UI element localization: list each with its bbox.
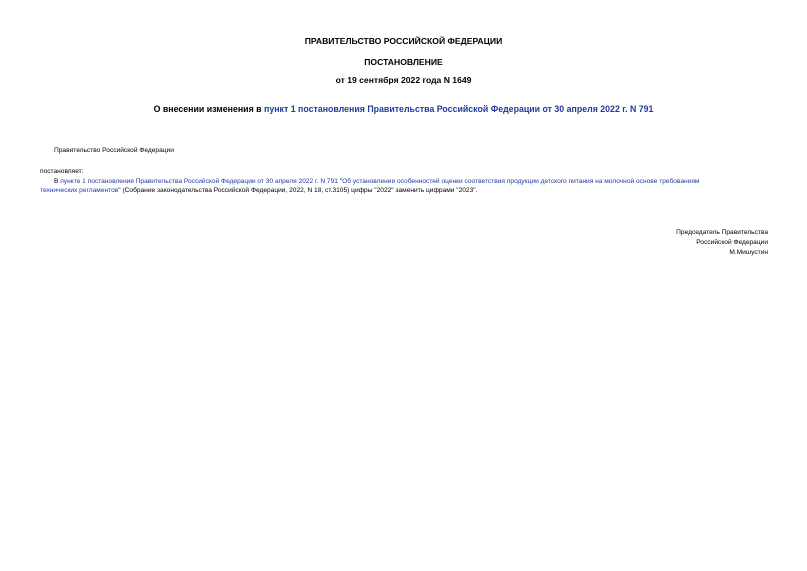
decree-title-link-part1[interactable]: Об установлении особенностей оценки соответствия продукции детского питания на молочной основе требованиям — [342, 178, 700, 185]
paragraph-line-2 — [40, 186, 477, 195]
paragraph-rest: " (Собрание законодательства Российской Федерации, 2022, N 18, ст.3105) цифры "2022" заменить цифрами "2023". — [118, 187, 478, 194]
subject-link[interactable]: пункт 1 постановления Правительства Российской Федерации от 30 апреля 2022 г. N 791 — [264, 104, 654, 114]
decree-link[interactable]: пункте 1 постановления Правительства Российской Федерации от 30 апреля 2022 г. N 791 — [60, 178, 338, 185]
signature-position-line-1: Председатель Правительства — [676, 229, 768, 236]
subject-prefix: О внесении изменения в — [153, 104, 265, 114]
signature-position-line-2: Российской Федерации — [696, 239, 768, 246]
document-type-heading: ПОСТАНОВЛЕНИЕ — [364, 57, 443, 67]
decree-verb: постановляет: — [40, 168, 84, 175]
paragraph-line-1 — [54, 177, 699, 186]
government-heading: ПРАВИТЕЛЬСТВО РОССИЙСКОЙ ФЕДЕРАЦИИ — [304, 36, 503, 46]
signature-name: М.Мишустин — [729, 249, 768, 256]
government-name: Правительство Российской Федерации — [54, 147, 174, 154]
paragraph-intro: В — [54, 178, 61, 185]
document-subject — [0, 104, 807, 115]
quote-open: " — [337, 178, 343, 185]
signature-block — [676, 228, 768, 258]
decree-title-link-part2[interactable]: технических регламентов — [40, 187, 119, 194]
document-date-number: от 19 сентября 2022 года N 1649 — [335, 75, 472, 85]
